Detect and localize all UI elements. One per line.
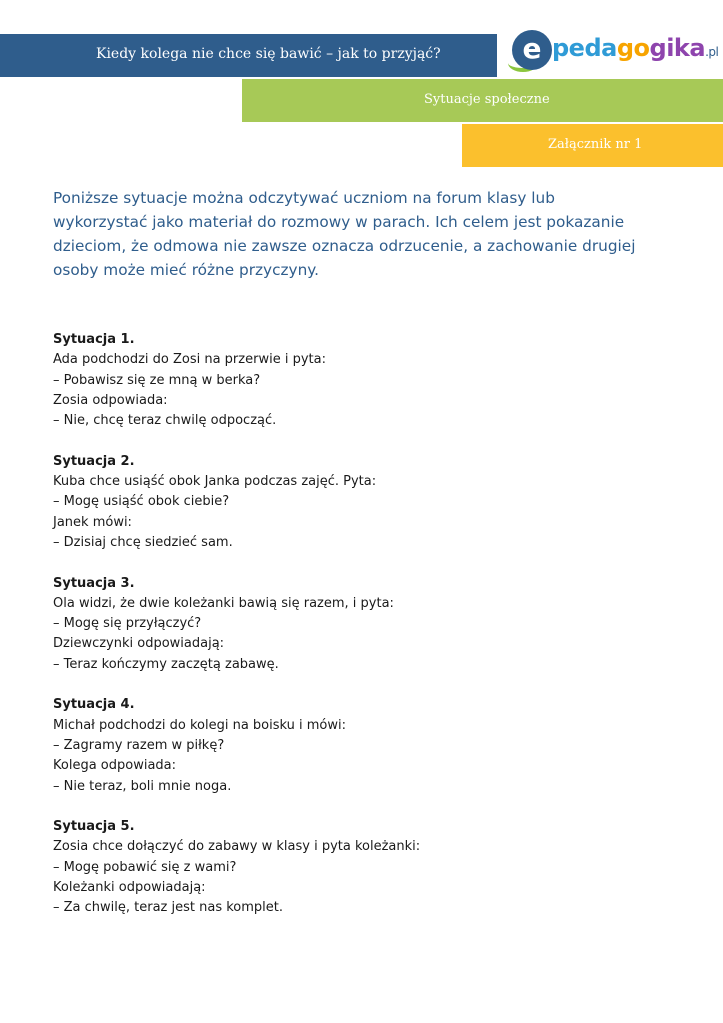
intro-line: dzieciom, że odmowa nie zawsze oznacza odrzucenie, a zachowanie drugiej: [53, 237, 636, 255]
situation-line: – Nie teraz, boli mnie noga.: [53, 778, 232, 794]
situation-line: Ada podchodzi do Zosi na przerwie i pyta:: [53, 352, 326, 368]
logo-wordmark: [552, 34, 718, 62]
situation-heading: Sytuacja 2.: [53, 453, 135, 469]
document-title: Kiedy kolega nie chce się bawić – jak to przyjąć?: [96, 46, 441, 62]
logo-text-go: go: [616, 34, 650, 62]
situation-line: Dziewczynki odpowiadają:: [53, 636, 225, 652]
situation-line: – Mogę usiąść obok ciebie?: [53, 494, 230, 510]
situation-line: Janek mówi:: [53, 514, 132, 530]
situation-line: Koleżanki odpowiadają:: [53, 880, 206, 896]
situation-line: Michał podchodzi do kolegi na boisku i mówi:: [53, 717, 347, 733]
logo-e-badge: e: [512, 30, 552, 70]
situation-line: – Mogę się przyłączyć?: [53, 616, 202, 632]
situation-heading: Sytuacja 3.: [53, 575, 135, 591]
situation-heading: Sytuacja 1.: [53, 332, 135, 347]
situation-line: Ola widzi, że dwie koleżanki bawią się razem, i pyta:: [53, 595, 394, 611]
situation-line: – Mogę pobawić się z wami?: [53, 859, 237, 875]
situation-line: – Dzisiaj chcę siedzieć sam.: [53, 534, 233, 550]
situation-line: – Pobawisz się ze mną w berka?: [53, 372, 261, 388]
category-label: Sytuacje społeczne: [424, 92, 550, 107]
situation-5: [53, 817, 673, 918]
situation-4: [53, 695, 673, 796]
situation-heading: Sytuacja 5.: [53, 819, 135, 835]
situation-line: – Teraz kończymy zaczętą zabawę.: [53, 656, 279, 672]
intro-line: wykorzystać jako materiał do rozmowy w parach. Ich celem jest pokazanie: [53, 213, 625, 231]
logo-text-peda: peda: [552, 34, 617, 62]
intro-paragraph: [53, 186, 673, 282]
situation-line: – Zagramy razem w piłkę?: [53, 737, 225, 753]
epedagogika-logo[interactable]: [512, 30, 719, 72]
intro-line: osoby może mieć różne przyczyny.: [53, 261, 320, 279]
situation-3: [53, 574, 673, 675]
situation-1: [53, 330, 673, 431]
situation-line: Zosia chce dołączyć do zabawy w klasy i pyta koleżanki:: [53, 839, 421, 855]
situation-line: Zosia odpowiada:: [53, 392, 168, 408]
situation-line: – Nie, chcę teraz chwilę odpocząć.: [53, 413, 277, 429]
attachment-banner: [462, 124, 723, 167]
situation-line: – Za chwilę, teraz jest nas komplet.: [53, 900, 284, 916]
situations-list: [53, 330, 673, 939]
attachment-label: Załącznik nr 1: [548, 137, 643, 152]
situation-heading: Sytuacja 4.: [53, 697, 135, 713]
intro-line: Poniższe sytuacje można odczytywać uczniom na forum klasy lub: [53, 189, 555, 207]
logo-domain: .pl: [705, 45, 719, 59]
situation-2: [53, 452, 673, 553]
situation-line: Kuba chce usiąść obok Janka podczas zajęć. Pyta:: [53, 474, 377, 490]
title-banner: [0, 34, 497, 77]
category-banner: [242, 79, 723, 122]
logo-text-gika: gika: [649, 34, 706, 62]
situation-line: Kolega odpowiada:: [53, 758, 177, 774]
